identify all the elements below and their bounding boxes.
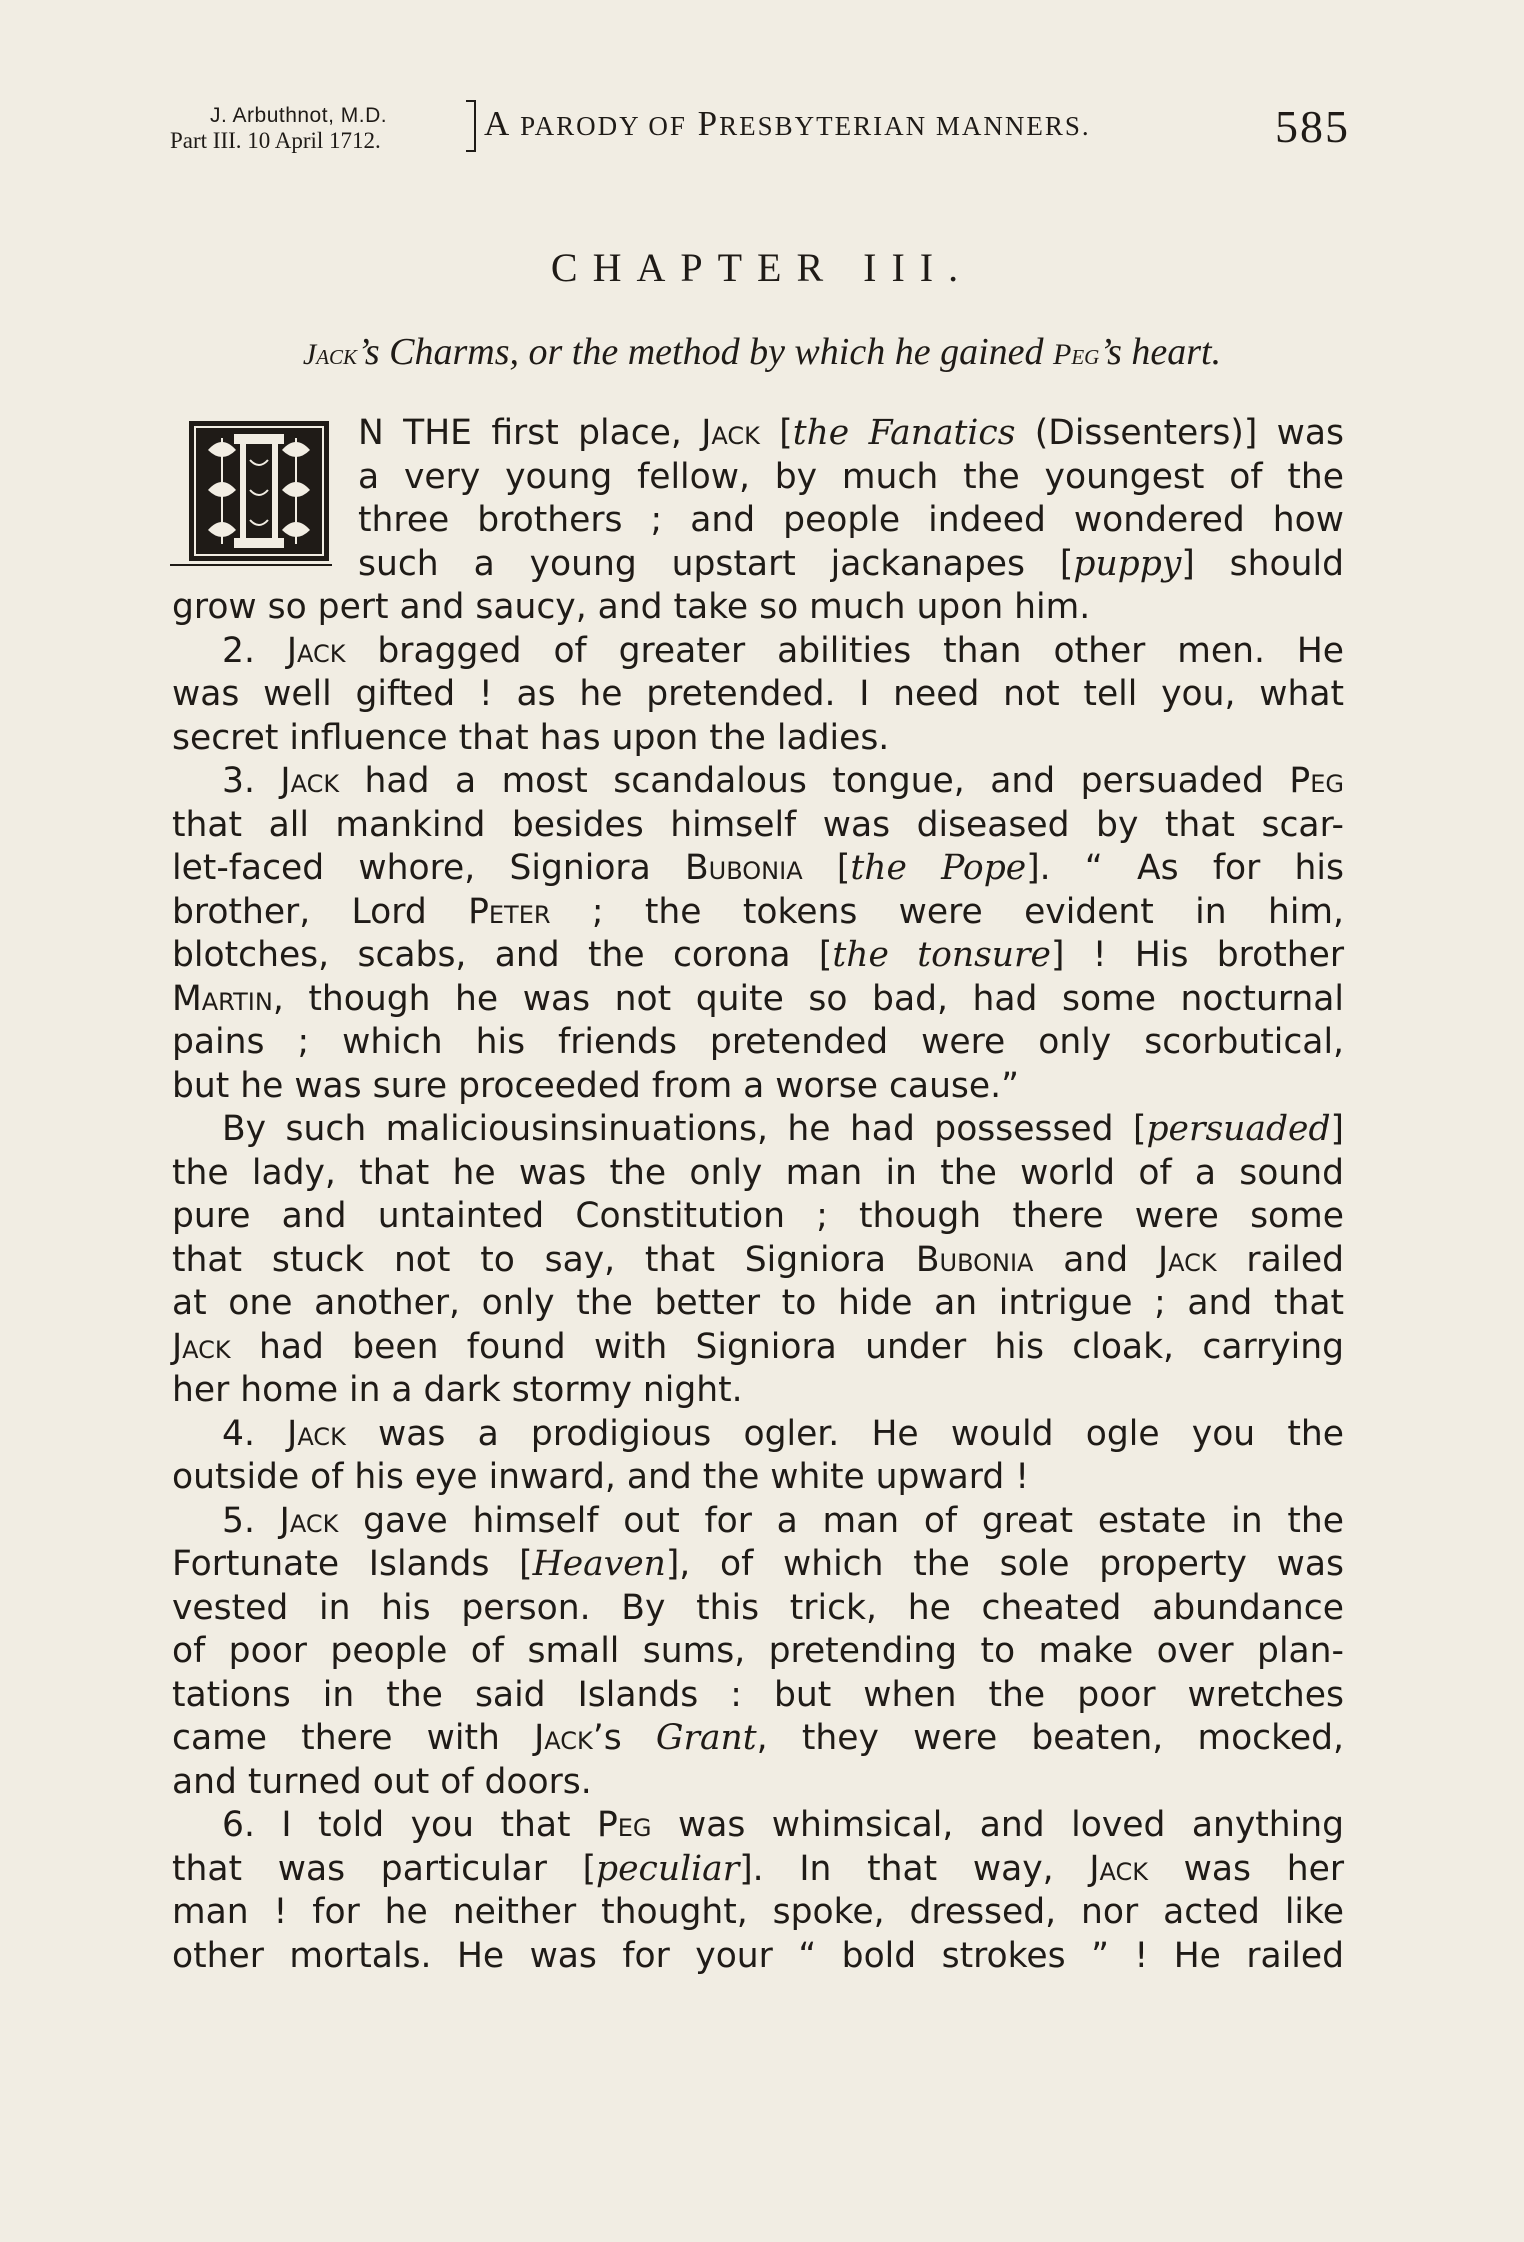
text-line: her home in a dark stormy night. bbox=[172, 1370, 743, 1410]
text-span: [ bbox=[802, 848, 851, 888]
text-line bbox=[172, 1717, 1344, 1761]
text-span: ] ! His brother bbox=[1050, 935, 1345, 975]
text-line bbox=[172, 891, 1344, 935]
subtitle-jack: Jack bbox=[302, 338, 358, 371]
name-jack: Jack bbox=[701, 413, 760, 453]
name-jack: Jack bbox=[287, 1413, 346, 1454]
text-span: such a young upstart jackanapes [ bbox=[358, 543, 1074, 584]
text-span: ; the tokens were evident in him, bbox=[550, 891, 1344, 932]
gloss: peculiar bbox=[596, 1848, 740, 1889]
text-span: N THE first place, bbox=[358, 413, 702, 453]
header-title bbox=[484, 104, 1091, 144]
text-span: was her bbox=[1147, 1848, 1344, 1889]
text-line bbox=[172, 1848, 1344, 1892]
text-span: came there with bbox=[172, 1718, 535, 1758]
text-span: (Dissenters)] was bbox=[1015, 413, 1344, 453]
text-span: ], of which the sole property was bbox=[665, 1544, 1344, 1584]
name-bubonia: Bubonia bbox=[915, 1239, 1034, 1280]
text-line: a very young fellow, by much the youngest of the bbox=[358, 456, 1344, 497]
text-span: , they were beaten, mocked, bbox=[756, 1718, 1344, 1758]
text-span: brother, Lord bbox=[172, 891, 469, 932]
text-span: [ bbox=[759, 413, 793, 453]
text-line bbox=[172, 978, 1344, 1022]
text-line: the lady, that he was the only man in the world of a sound bbox=[172, 1152, 1344, 1193]
text-span: 3. bbox=[222, 761, 281, 801]
text-span: had a most scandalous tongue, and persuaded bbox=[339, 761, 1290, 801]
text-line bbox=[172, 760, 1344, 804]
gloss: Grant bbox=[655, 1718, 757, 1758]
text-span: let-faced whore, Signiora bbox=[172, 848, 686, 888]
text-span: ]. In that way, bbox=[739, 1848, 1090, 1889]
text-line: and turned out of doors. bbox=[172, 1761, 592, 1802]
page-number: 585 bbox=[1275, 101, 1350, 152]
text-span: , though he was not quite so bad, had some nocturnal bbox=[272, 978, 1344, 1019]
text-line: pure and untainted Constitution ; though there were some bbox=[172, 1196, 1344, 1236]
running-header bbox=[170, 96, 1350, 166]
gloss: the Pope bbox=[850, 848, 1027, 888]
chapter-subtitle bbox=[172, 330, 1352, 374]
name-peg: Peg bbox=[596, 1805, 652, 1845]
text-line: but he was sure proceeded from a worse cause.” bbox=[172, 1065, 1019, 1106]
text-span: gave himself out for a man of great estate in the bbox=[338, 1500, 1344, 1541]
text-span: 5. bbox=[222, 1500, 280, 1541]
text-span: Fortunate Islands [ bbox=[172, 1544, 533, 1584]
text-line: of poor people of small sums, pretending to make over plan- bbox=[172, 1631, 1344, 1671]
name-jack: Jack bbox=[1089, 1848, 1148, 1889]
text-line: other mortals. He was for your “ bold strokes ” ! He railed bbox=[172, 1935, 1344, 1976]
name-jack: Jack bbox=[172, 1326, 231, 1367]
text-span: was a prodigious ogler. He would ogle you the bbox=[345, 1413, 1344, 1454]
text-span: ]. “ As for his bbox=[1026, 848, 1344, 888]
name-jack: Jack bbox=[286, 630, 346, 671]
text-span: 2. bbox=[222, 630, 287, 671]
text-line bbox=[172, 630, 1344, 674]
text-line: secret influence that has upon the ladies. bbox=[172, 717, 890, 758]
name-peter: Peter bbox=[468, 891, 551, 932]
text-line bbox=[172, 847, 1344, 891]
text-span: bragged of greater abilities than other men. He bbox=[345, 630, 1345, 671]
text-span: blotches, scabs, and the corona [ bbox=[172, 935, 833, 975]
text-line bbox=[172, 1413, 1344, 1457]
text-span: ] bbox=[1330, 1109, 1344, 1149]
text-span: had been found with Signiora under his cloak, carrying bbox=[230, 1326, 1344, 1367]
text-line bbox=[172, 1326, 1344, 1370]
text-line bbox=[172, 1804, 1344, 1848]
header-title-cap-p: P bbox=[697, 104, 720, 143]
text-span: that was particular [ bbox=[172, 1848, 597, 1889]
text-line: grow so pert and saucy, and take so much upon him. bbox=[172, 587, 1091, 627]
text-line: at one another, only the better to hide an intrigue ; and that bbox=[172, 1283, 1344, 1323]
text-span: By such maliciousinsinuations, he had possessed [ bbox=[222, 1109, 1147, 1149]
text-span: that stuck not to say, that Signiora bbox=[172, 1239, 916, 1280]
text-span: railed bbox=[1216, 1239, 1345, 1280]
header-author: J. Arbuthnot, M.D. bbox=[210, 104, 388, 127]
text-line: man ! for he neither thought, spoke, dressed, nor acted like bbox=[172, 1892, 1344, 1932]
header-title-part2: RESBYTERIAN MANNERS. bbox=[719, 111, 1091, 141]
header-title-part1: PARODY OF bbox=[520, 111, 687, 141]
text-line: vested in his person. By this trick, he cheated abundance bbox=[172, 1587, 1344, 1628]
header-citation bbox=[170, 104, 460, 152]
chapter-heading: CHAPTER III. bbox=[550, 245, 974, 290]
text-span: ] should bbox=[1181, 543, 1344, 584]
text-line: three brothers ; and people indeed wondered how bbox=[358, 500, 1344, 540]
text-line bbox=[172, 543, 1344, 587]
gloss: persuaded bbox=[1146, 1109, 1331, 1149]
text-line bbox=[172, 934, 1344, 978]
gloss: puppy bbox=[1073, 543, 1182, 584]
header-part-date: Part III. 10 April 1712. bbox=[170, 128, 381, 153]
subtitle-middle: ’s Charms, or the method by which he gained bbox=[357, 331, 1044, 373]
text-line bbox=[172, 412, 1344, 456]
text-line bbox=[172, 1239, 1344, 1283]
text-line: tations in the said Islands : but when the poor wretches bbox=[172, 1674, 1344, 1715]
name-bubonia: Bubonia bbox=[685, 848, 803, 888]
gloss: Heaven bbox=[532, 1544, 666, 1584]
gloss: the Fanatics bbox=[792, 413, 1016, 453]
text-span: 6. I told you that bbox=[222, 1805, 597, 1845]
name-jack: Jack bbox=[280, 761, 340, 801]
header-title-cap-a: A bbox=[484, 104, 510, 143]
name-martin: Martin bbox=[172, 978, 273, 1019]
subtitle-end: ’s heart. bbox=[1099, 331, 1222, 373]
text-span: 4. bbox=[222, 1413, 288, 1454]
text-line: pains ; which his friends pretended were only scorbutical, bbox=[172, 1022, 1344, 1062]
header-bracket bbox=[466, 100, 476, 152]
text-line bbox=[172, 1108, 1344, 1152]
text-span: was whimsical, and loved anything bbox=[651, 1805, 1344, 1845]
name-peg: Peg bbox=[1289, 761, 1344, 801]
text-line bbox=[172, 1500, 1344, 1544]
chapter-body bbox=[172, 412, 1344, 1978]
name-jack: Jack bbox=[1157, 1239, 1217, 1280]
text-line: outside of his eye inward, and the white upward ! bbox=[172, 1457, 1030, 1497]
text-line: was well gifted ! as he pretended. I need not tell you, what bbox=[172, 674, 1344, 714]
text-span: and bbox=[1033, 1239, 1158, 1280]
gloss: the tonsure bbox=[832, 935, 1051, 975]
text-line: that all mankind besides himself was diseased by that scar- bbox=[172, 804, 1344, 845]
text-span: ’s bbox=[592, 1718, 656, 1758]
name-jack: Jack bbox=[279, 1500, 339, 1541]
name-jack: Jack bbox=[534, 1718, 593, 1758]
subtitle-peg: Peg bbox=[1053, 338, 1100, 371]
text-line bbox=[172, 1543, 1344, 1587]
